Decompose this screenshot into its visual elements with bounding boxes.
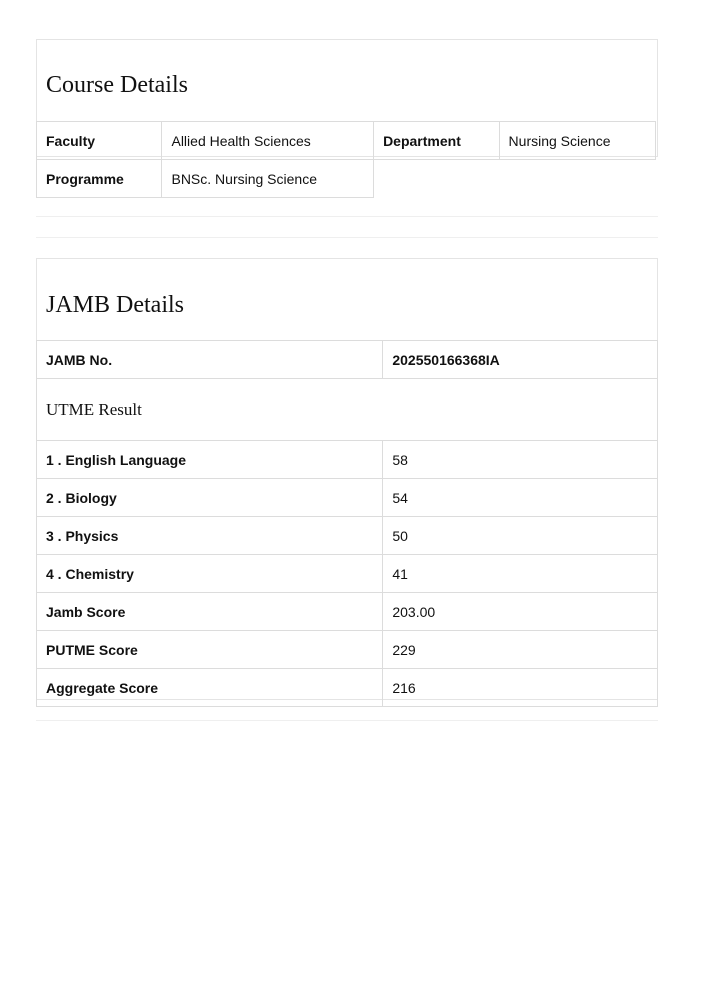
subject-label: 2 . Biology (37, 479, 383, 517)
table-row (37, 669, 658, 707)
department-label: Department (374, 122, 499, 160)
divider (36, 720, 658, 721)
aggregate-score-label: Aggregate Score (37, 669, 383, 707)
table-row (37, 593, 658, 631)
course-details-panel (36, 39, 658, 187)
subject-score: 50 (383, 517, 658, 555)
jamb-no-value: 202550166368IA (383, 341, 658, 379)
utme-result-heading: UTME Result (37, 379, 658, 441)
faculty-value: Allied Health Sciences (162, 122, 374, 160)
programme-value: BNSc. Nursing Science (162, 160, 374, 198)
subject-label: 3 . Physics (37, 517, 383, 555)
subject-label: 1 . English Language (37, 441, 383, 479)
programme-label: Programme (37, 160, 162, 198)
putme-score-label: PUTME Score (37, 631, 383, 669)
faculty-label: Faculty (37, 122, 162, 160)
table-row (37, 517, 658, 555)
subject-score: 41 (383, 555, 658, 593)
jamb-score-value: 203.00 (383, 593, 658, 631)
jamb-details-title: JAMB Details (46, 292, 184, 318)
divider (36, 216, 658, 217)
table-row (37, 631, 658, 669)
table-row (37, 379, 658, 441)
table-row (37, 341, 658, 379)
subject-label: 4 . Chemistry (37, 555, 383, 593)
course-details-title: Course Details (46, 72, 188, 98)
jamb-details-panel (36, 258, 658, 700)
table-row (37, 160, 656, 198)
table-row (37, 122, 656, 160)
aggregate-score-value: 216 (383, 669, 658, 707)
jamb-score-label: Jamb Score (37, 593, 383, 631)
table-row (37, 441, 658, 479)
jamb-details-table (36, 340, 658, 707)
department-value: Nursing Science (499, 122, 655, 160)
putme-score-value: 229 (383, 631, 658, 669)
table-row (37, 479, 658, 517)
jamb-no-label: JAMB No. (37, 341, 383, 379)
table-row (37, 555, 658, 593)
course-details-table (36, 121, 656, 198)
subject-score: 54 (383, 479, 658, 517)
subject-score: 58 (383, 441, 658, 479)
divider (36, 237, 658, 238)
